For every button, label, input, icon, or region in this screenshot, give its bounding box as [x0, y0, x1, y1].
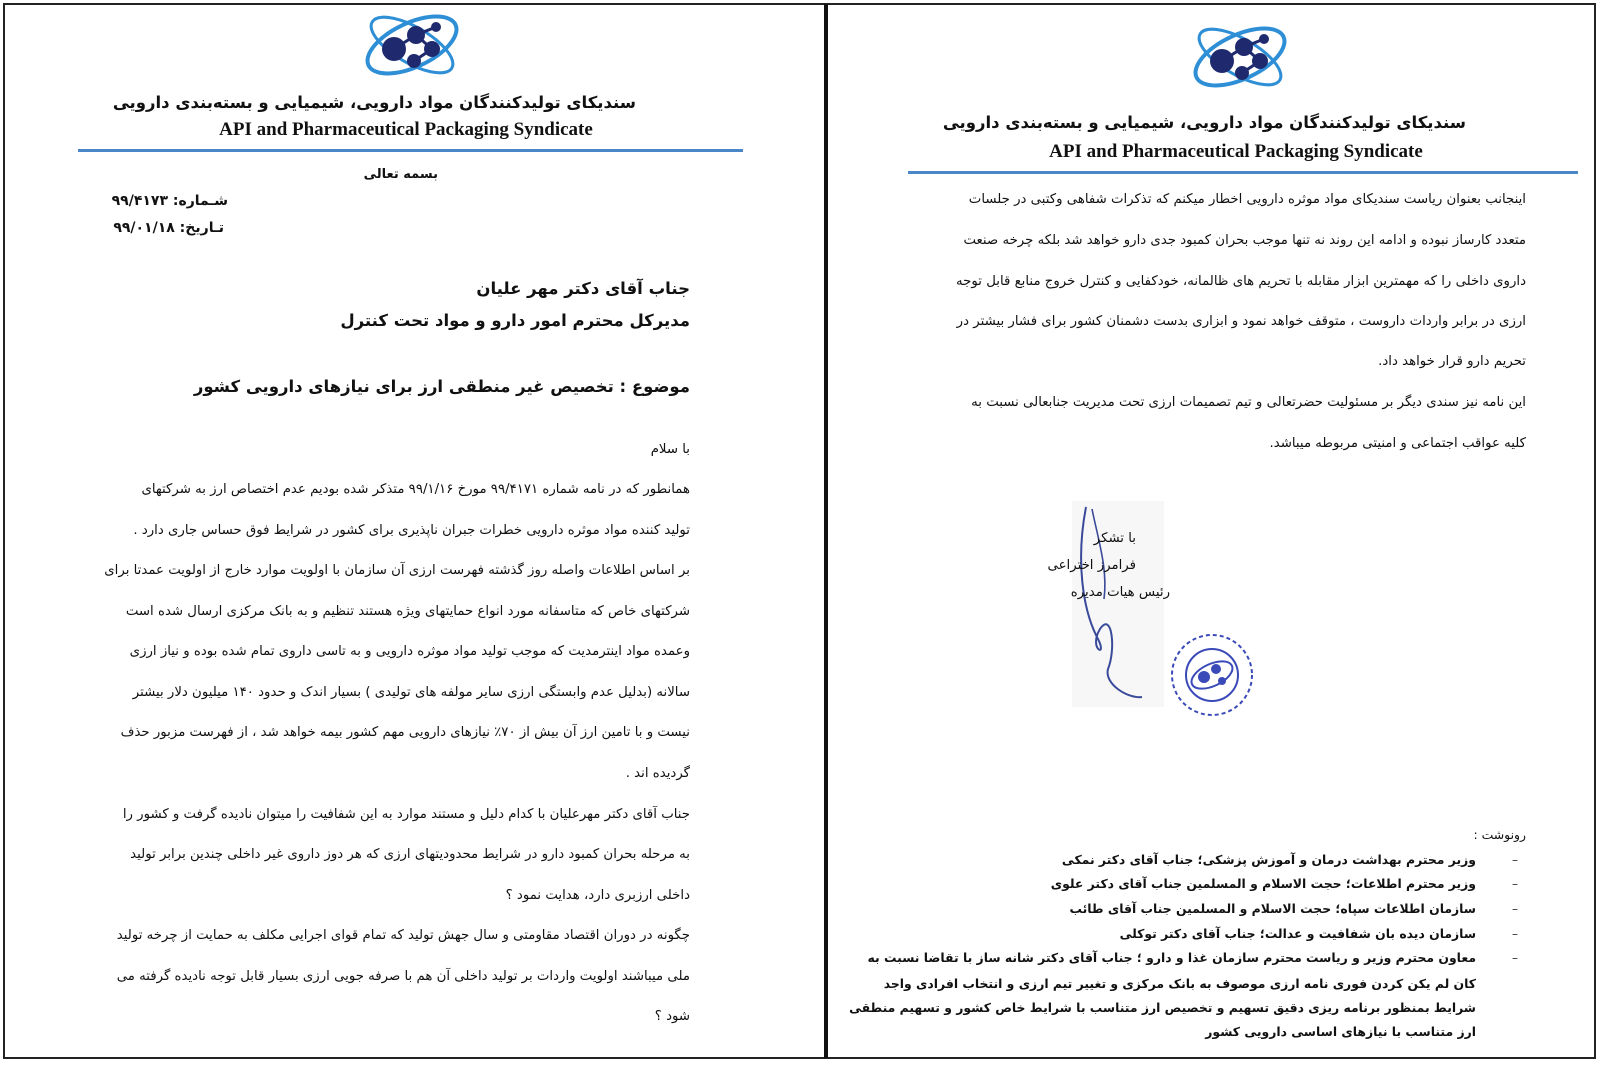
org-name-en: API and Pharmaceutical Packaging Syndicate [219, 119, 593, 140]
cc-bullet: – [1512, 853, 1518, 867]
greeting: با سلام [650, 442, 690, 457]
letter-page-2 [830, 5, 1594, 1057]
body-line: داروی داخلی را که مهمترین ابزار مقابله با تحریم های ظالمانه، خودکفایی و کنترل خروج منابع قابل توجه [956, 274, 1526, 289]
cc-item-continued: ارز متناسب با نیازهای اساسی دارویی کشور [1205, 1024, 1476, 1039]
body-line: سالانه (بدلیل عدم وابستگی ارزی سایر مولفه های تولیدی ) بسیار اندک و حدود ۱۴۰ میلیون دلار بیشتر [132, 685, 690, 700]
cc-item: معاون محترم وزیر و ریاست محترم سازمان غذا و دارو ؛ جناب آقای دکتر شانه ساز با تقاضا نسبت به [867, 950, 1476, 965]
signatory-title: رئیس هیات مدیره [1070, 585, 1170, 600]
body-line: این نامه نیز سندی دیگر بر مسئولیت حضرتعالی و تیم تصمیمات ارزی تحت مدیریت جنابعالی نسبت به [971, 395, 1526, 410]
cc-bullet: – [1512, 951, 1518, 965]
page-divider [824, 4, 828, 1058]
body-line: ملی میباشند اولویت واردات بر تولید داخلی آن هم با صرفه جویی ارزی بسیار قابل توجه نادیده گرفته می [116, 969, 690, 984]
cc-item: وزیر محترم بهداشت درمان و آموزش پزشکی؛ جناب آقای دکتر نمکی [1061, 852, 1476, 867]
org-name-fa: سندیکای تولیدکنندگان مواد دارویی، شیمیایی و بسته‌بندی دارویی [942, 113, 1466, 132]
body-line: جناب آقای دکتر مهرعلیان با کدام دلیل و مستند موارد به این شفافیت را میتوان نادیده گرفت و کشور را [122, 807, 690, 822]
letter-subject: موضوع : تخصیص غیر منطقی ارز برای نیازهای دارویی کشور [193, 377, 690, 396]
cc-item: سازمان اطلاعات سپاه؛ حجت الاسلام و المسلمین جناب آقای طائب [1069, 901, 1476, 916]
body-line: تحریم دارو قرار خواهد داد. [1378, 354, 1526, 369]
cc-bullet: – [1512, 927, 1518, 941]
signature-closing: با تشکر [1093, 531, 1136, 546]
body-line: نیست و با تامین ارز آن بیش از ۷۰٪ نیازهای دارویی مهم کشور بیمه خواهد شد ، از فهرست مزبور حذف [120, 725, 690, 740]
letterhead-rule [908, 171, 1578, 174]
body-line: شرکتهای خاص که متاسفانه مورد انواع حمایتهای ویژه هستند تنظیم و به بانک مرکزی ارسال شده است [125, 604, 690, 619]
signature-block [1047, 499, 1268, 711]
body-line: داخلی ارزبری دارد، هدایت نمود ؟ [505, 888, 690, 903]
org-name-fa: سندیکای تولیدکنندگان مواد دارویی، شیمیایی و بسته‌بندی دارویی [112, 93, 636, 112]
letter-page-1 [6, 5, 822, 1057]
org-name-en: API and Pharmaceutical Packaging Syndicate [1049, 141, 1423, 162]
cc-item-continued: شرایط بمنظور برنامه ریزی دقیق تسهیم و تخصیص ارز متناسب با شرایط خاص کشور و تسهیم منطقی [849, 1000, 1476, 1015]
recipient-name: جناب آقای دکتر مهر علیان [476, 279, 690, 298]
cc-label: رونوشت : [1473, 827, 1526, 842]
cc-bullet: – [1512, 902, 1518, 916]
signatory-name: فرامرز اختراعی [1047, 558, 1136, 573]
letter-number: شـماره: ۹۹/۴۱۷۳ [111, 193, 228, 209]
body-line: تولید کننده مواد موثره دارویی خطرات جبران ناپذیری برای کشور در شرایط فوق حساس جاری دارد . [133, 523, 690, 538]
letterhead-rule [78, 149, 743, 152]
cc-item: سازمان دیده بان شفافیت و عدالت؛ جناب آقای دکتر توکلی [1119, 926, 1476, 941]
body-line: گردیده اند . [625, 766, 690, 781]
body-line: اینجانب بعنوان ریاست سندیکای مواد موثره دارویی اخطار میکنم که تذکرات شفاهی وکتبی در جلسات [968, 192, 1526, 207]
syndicate-logo [358, 5, 466, 85]
basmala: بسمه تعالی [363, 167, 438, 182]
body-line: متعدد کارساز نبوده و ادامه این روند نه تنها موجب بحران کمبود جدی دارو خواهد شد بلکه چرخه صنعت [963, 233, 1526, 248]
body-line: همانطور که در نامه شماره ۹۹/۴۱۷۱ مورخ ۹۹/۱/۱۶ متذکر شده بودیم عدم اختصاص ارز به شرکتهای [141, 482, 690, 497]
cc-item-continued: کان لم یکن کردن فوری نامه ارزی موصوف به بانک مرکزی و تغییر تیم ارزی و انتخاب افرادی واجد [883, 976, 1476, 991]
body-line: کلیه عواقب اجتماعی و امنیتی مربوطه میباشد. [1269, 436, 1526, 451]
body-line: بر اساس اطلاعات واصله روز گذشته فهرست ارزی آن سازمان با اولویت موارد خارج از اولویت عمدتا برای [104, 563, 690, 578]
syndicate-logo [1186, 17, 1294, 97]
body-line: شود ؟ [654, 1009, 690, 1024]
body-line: وعمده مواد اینترمدیت که موجب تولید مواد موثره دارویی و به تاسی داروی تمام شده بوده و نیاز ارزی [129, 644, 690, 659]
cc-item: وزیر محترم اطلاعات؛ حجت الاسلام و المسلمین جناب آقای دکتر علوی [1050, 876, 1476, 891]
body-line: ارزی در برابر واردات داروست ، متوقف خواهد نمود و ابزاری بدست دشمنان کشور برای فشار بیشتر در [956, 314, 1526, 329]
letter-date: تـاریخ: ۹۹/۰۱/۱۸ [113, 220, 224, 236]
cc-bullet: – [1512, 877, 1518, 891]
recipient-title: مدیرکل محترم امور دارو و مواد تحت کنترل [340, 311, 690, 330]
body-line: به مرحله بحران کمبود دارو در شرایط محدودیتهای ارزی که هر دوز داروی غیر داخلی چندین برابر تولید [130, 847, 690, 862]
body-line: چگونه در دوران اقتصاد مقاومتی و سال جهش تولید که تمام قوای اجرایی مکلف به حمایت از چرخه تولید [116, 928, 690, 943]
official-stamp [1160, 627, 1260, 719]
